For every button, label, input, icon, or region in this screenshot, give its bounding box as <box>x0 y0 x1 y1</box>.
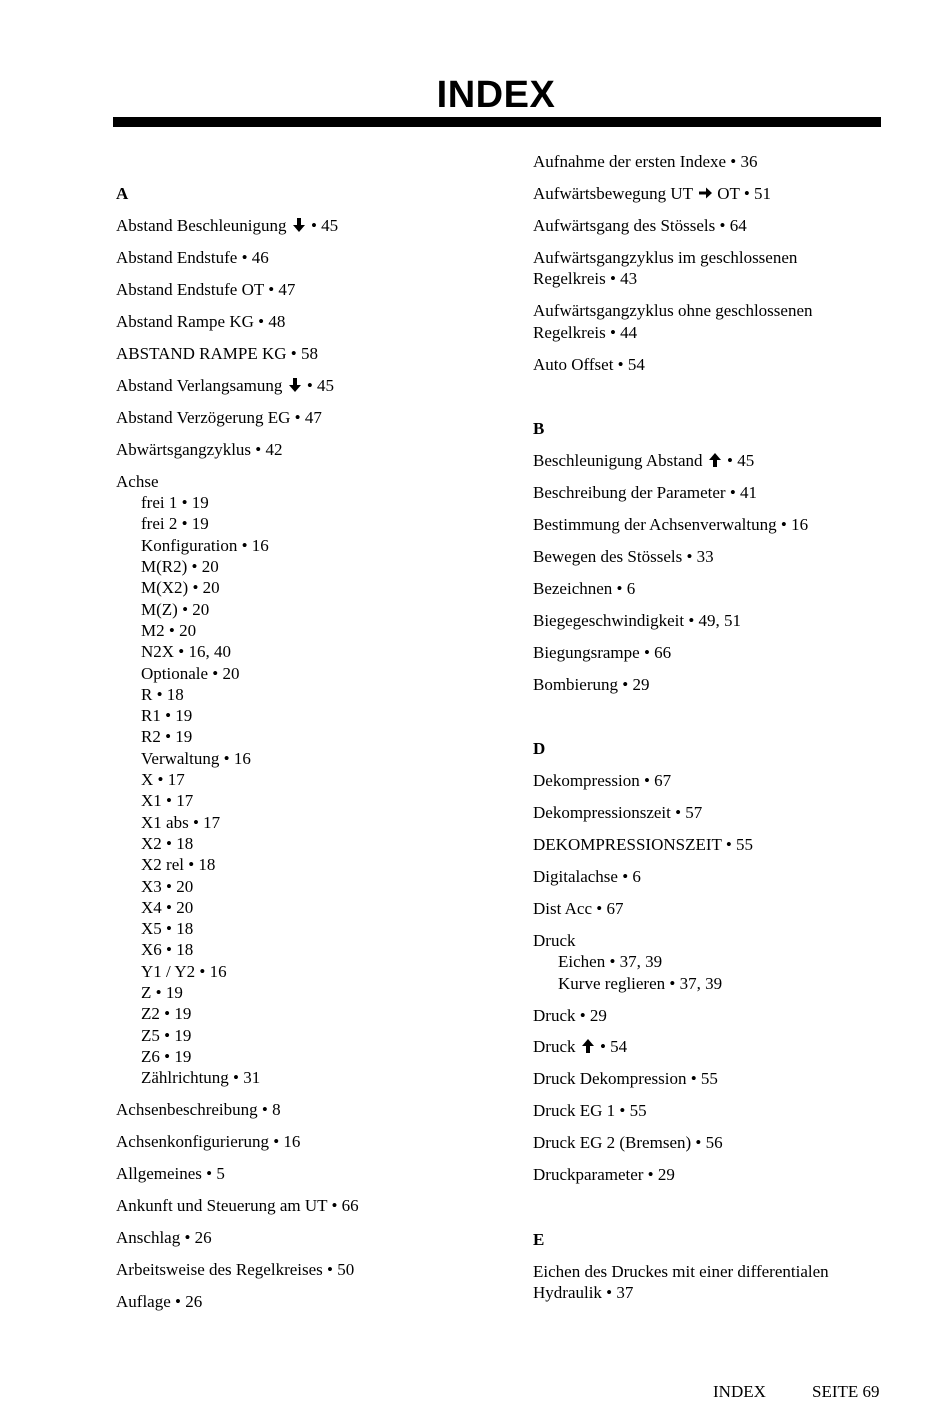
arrow-down-icon <box>287 377 303 393</box>
footer-page-number: SEITE 69 <box>812 1382 880 1401</box>
entry-line: Aufwärtsgangzyklus im geschlossenen <box>533 247 798 267</box>
subentry: Kurve reglieren • 37, 39 <box>558 973 723 993</box>
subentry: M2 • 20 <box>141 620 197 640</box>
subentry: X • 17 <box>141 770 185 790</box>
subentry: Z5 • 19 <box>141 1025 192 1045</box>
index-entry: Druck EG 1 • 55 <box>533 1101 647 1121</box>
subentry: X2 rel • 18 <box>141 855 216 875</box>
footer-section-label: INDEX <box>713 1382 766 1401</box>
entry-page: • 54 <box>595 1037 628 1057</box>
entry-text: Abstand Verlangsamung <box>116 375 287 395</box>
subentry: X2 • 18 <box>141 833 194 853</box>
subentry: Z • 19 <box>141 983 183 1002</box>
section-letter-a: A <box>116 184 129 203</box>
index-entry: Bombierung • 29 <box>533 674 650 694</box>
title-rule <box>113 117 881 127</box>
entry-line: Aufwärtsgangzyklus ohne geschlossenen <box>533 301 813 321</box>
index-entry: Abstand Endstufe OT • 47 <box>116 279 296 299</box>
index-entry: Digitalachse • 6 <box>533 866 641 886</box>
entry-text: Aufwärtsbewegung UT <box>533 183 697 203</box>
subentry: Z6 • 19 <box>141 1046 192 1066</box>
subentry: frei 1 • 19 <box>141 493 209 513</box>
index-entry: Abwärtsgangzyklus • 42 <box>116 439 283 459</box>
subentry: Konfiguration • 16 <box>141 535 269 555</box>
entry-line: Regelkreis • 44 <box>533 322 638 342</box>
index-entry: Achsenbeschreibung • 8 <box>116 1100 281 1120</box>
index-entry: Bezeichnen • 6 <box>533 578 636 598</box>
subentry: Z2 • 19 <box>141 1004 192 1024</box>
subentry: M(X2) • 20 <box>141 578 220 598</box>
index-column-left <box>116 183 496 1323</box>
index-entry: Aufnahme der ersten Indexe • 36 <box>533 152 758 171</box>
index-entry: Achsenkonfigurierung • 16 <box>116 1132 301 1152</box>
entry-text: Beschleunigung Abstand <box>533 450 707 470</box>
index-entry: Bestimmung der Achsenverwaltung • 16 <box>533 514 809 534</box>
subentry: Eichen • 37, 39 <box>558 952 663 972</box>
subentry-list <box>533 951 913 994</box>
index-entry <box>533 247 913 290</box>
index-entry: Ankunft und Steuerung am UT • 66 <box>116 1196 359 1216</box>
index-entry: Druckparameter • 29 <box>533 1165 675 1185</box>
index-entry <box>533 183 913 204</box>
subentry: X1 abs • 17 <box>141 812 221 832</box>
subentry: R • 18 <box>141 684 184 704</box>
index-entry: DEKOMPRESSIONSZEIT • 55 <box>533 834 754 854</box>
subentry: Y1 / Y2 • 16 <box>141 961 227 981</box>
entry-line: Regelkreis • 43 <box>533 269 638 289</box>
index-entry: Druck EG 2 (Bremsen) • 56 <box>533 1133 723 1153</box>
section-letter-d: D <box>533 739 546 758</box>
index-entry: Auflage • 26 <box>116 1292 203 1312</box>
page-title: INDEX <box>436 74 556 116</box>
index-entry: Abstand Verzögerung EG • 47 <box>116 407 322 427</box>
subentry-list <box>116 492 496 1088</box>
index-entry: Anschlag • 26 <box>116 1228 212 1248</box>
index-entry <box>533 1261 913 1304</box>
index-entry: Druck • 29 <box>533 1005 607 1025</box>
subentry: X6 • 18 <box>141 940 194 960</box>
index-entry: Allgemeines • 5 <box>116 1164 225 1184</box>
subentry: frei 2 • 19 <box>141 514 209 534</box>
index-entry <box>116 375 496 396</box>
subentry: X3 • 20 <box>141 876 194 896</box>
index-entry <box>533 930 913 994</box>
index-entry: Dekompression • 67 <box>533 771 672 790</box>
index-entry <box>116 215 496 236</box>
index-entry: Bewegen des Stössels • 33 <box>533 546 714 566</box>
entry-line: Hydraulik • 37 <box>533 1283 634 1303</box>
subentry: N2X • 16, 40 <box>141 642 232 662</box>
entry-page: OT • 51 <box>712 183 772 203</box>
index-entry: Beschreibung der Parameter • 41 <box>533 482 758 502</box>
entry-heading: Druck <box>533 930 576 950</box>
index-entry: Dekompressionszeit • 57 <box>533 802 703 822</box>
subentry: Zählrichtung • 31 <box>141 1068 261 1088</box>
index-entry: Dist Acc • 67 <box>533 898 624 918</box>
subentry: X4 • 20 <box>141 897 194 917</box>
index-entry <box>533 300 913 343</box>
entry-page: • 45 <box>302 375 335 395</box>
subentry: X5 • 18 <box>141 919 194 939</box>
index-entry: Abstand Endstufe • 46 <box>116 247 269 267</box>
subentry: R1 • 19 <box>141 706 193 726</box>
index-entry: Arbeitsweise des Regelkreises • 50 <box>116 1260 355 1280</box>
index-entry: Biegegeschwindigkeit • 49, 51 <box>533 610 742 630</box>
entry-text: Druck <box>533 1037 580 1057</box>
entry-line: Eichen des Druckes mit einer differentialen <box>533 1261 829 1281</box>
subentry: M(Z) • 20 <box>141 599 210 619</box>
entry-text: Abstand Beschleunigung <box>116 216 291 235</box>
subentry: Verwaltung • 16 <box>141 748 251 768</box>
subentry: R2 • 19 <box>141 727 193 747</box>
arrow-down-icon <box>291 217 307 233</box>
index-entry: Aufwärtsgang des Stössels • 64 <box>533 215 747 235</box>
arrow-up-icon <box>707 452 723 468</box>
subentry: X1 • 17 <box>141 791 194 811</box>
section-letter-b: B <box>533 418 545 438</box>
index-entry-achse <box>116 471 496 1089</box>
subentry: Optionale • 20 <box>141 663 240 683</box>
entry-heading: Achse <box>116 471 159 491</box>
index-entry: Druck Dekompression • 55 <box>533 1069 718 1089</box>
entry-page: • 45 <box>306 216 339 235</box>
index-entry: ABSTAND RAMPE KG • 58 <box>116 343 318 363</box>
index-entry <box>533 1036 913 1057</box>
index-column-right <box>533 151 913 1314</box>
entry-page: • 45 <box>722 450 755 470</box>
arrow-right-icon <box>697 185 713 201</box>
section-letter-e: E <box>533 1229 545 1249</box>
index-entry: Biegungsrampe • 66 <box>533 642 672 662</box>
subentry: M(R2) • 20 <box>141 557 219 577</box>
index-entry: Abstand Rampe KG • 48 <box>116 311 286 331</box>
index-entry <box>533 450 913 471</box>
arrow-up-icon <box>580 1038 596 1054</box>
index-entry: Auto Offset • 54 <box>533 354 645 374</box>
